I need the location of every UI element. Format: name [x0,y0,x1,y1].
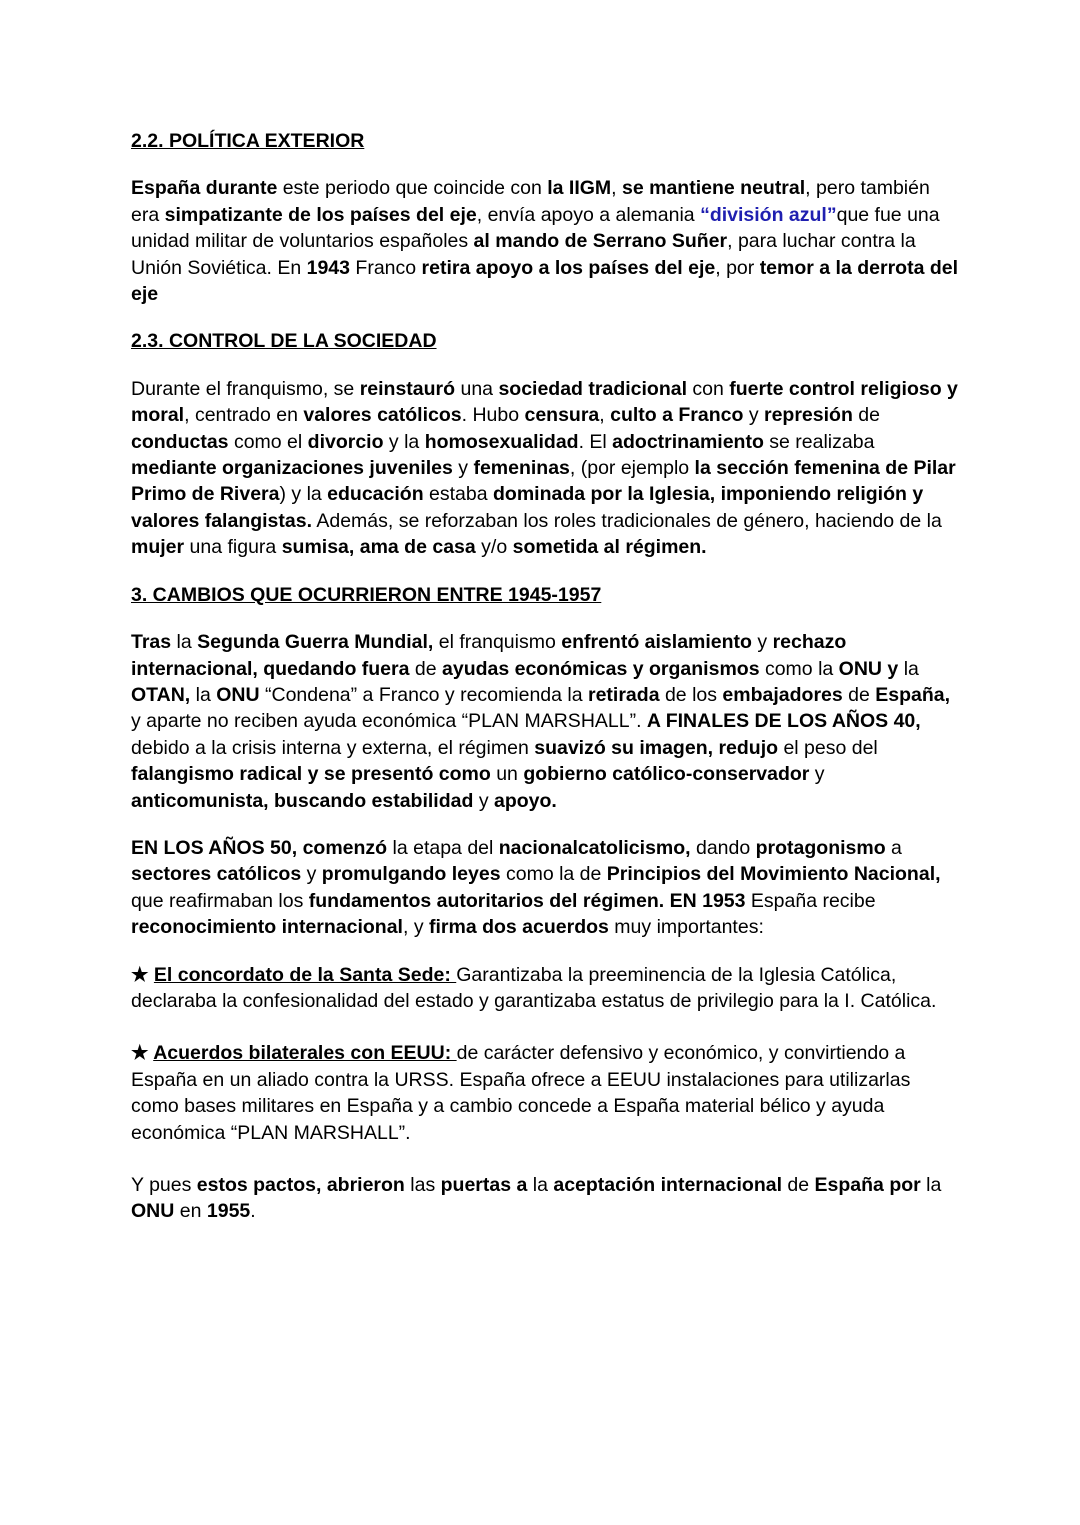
text-run: el peso del [778,736,878,759]
star-icon: ★ [131,1042,154,1065]
text-run: y [809,763,825,786]
text-run: la etapa del [387,836,499,859]
text-run: y la [383,430,425,453]
text-run: femeninas [473,457,570,480]
text-run: y [301,863,322,886]
text-run: ayudas económicas y organismos [442,657,760,680]
text-run: divorcio [307,430,384,453]
text-run: y [751,631,773,654]
text-run: se mantiene neutral [622,177,806,200]
text-run: la [898,657,919,680]
text-run: ONU y [838,657,899,680]
text-run: , pero también era [131,177,930,226]
text-run: apoyo. [494,789,557,812]
text-run: las [404,1174,441,1196]
star-icon: ★ [131,963,154,986]
text-run: Durante el franquismo, se [131,377,360,400]
text-run: sumisa, [281,536,355,559]
text-run: de [409,657,442,680]
text-run: España recibe [745,889,876,912]
text-run: como el [228,430,308,453]
text-run: Acuerdos bilaterales con EEUU: [153,1042,457,1065]
text-run: Segunda Guerra Mundial, [197,631,434,654]
text-run: de los [659,683,723,706]
text-run: ONU [131,1200,175,1223]
text-run: OTAN, [131,683,191,706]
text-run: A FINALES DE LOS AÑOS 40, [646,710,921,733]
text-run: a [885,836,902,859]
text-run: la [190,683,217,706]
text-run: ) y la [279,483,328,506]
text-run: como la de [500,863,607,886]
text-run: puertas a [440,1174,528,1196]
text-run: al mando de Serrano Suñer [473,230,728,253]
text-run: temor a la derrota del eje [131,256,959,306]
text-run: dominada por la Iglesia, imponiendo religión y valores falangistas. [131,483,924,532]
text-run: sometida al régimen. [512,536,707,559]
text-run: nacionalcatolicismo, [498,836,691,859]
text-run: dando [690,836,756,859]
text-run: con [687,377,730,400]
text-run: estaba [423,483,494,506]
paragraph [131,175,961,307]
section-heading: 3. CAMBIOS QUE OCURRIERON ENTRE 1945-1957 [131,583,602,606]
paragraph [131,962,961,1015]
text-run: fundamentos autoritarios del régimen. EN 1953 [308,889,746,912]
text-run: España por [814,1174,921,1196]
paragraph [131,629,961,814]
section-heading: 2.3. CONTROL DE LA SOCIEDAD [131,330,437,353]
text-run: “Condena” a Franco y recomienda la [259,683,588,706]
text-run: , envía apoyo a alemania [476,203,701,226]
text-run: se realizaba [763,430,875,453]
text-run: enfrentó aislamiento [561,631,752,654]
text-run: gobierno católico-conservador [523,763,810,786]
text-run: mujer [131,536,185,559]
text-run: la [527,1174,554,1196]
text-run: , por [715,256,760,279]
text-run: una [455,377,499,400]
text-run: de [852,404,880,427]
text-run: EN LOS AÑOS 50, comenzó [131,836,388,859]
text-run: simpatizante de los países del eje [164,203,477,226]
text-run: estos pactos, abrieron [196,1174,405,1196]
text-run: este periodo que coincide con [277,177,548,200]
text-run: y aparte no reciben ayuda económica “PLAN MARSHALL”. [131,710,647,733]
text-run: represión [764,404,853,427]
text-run: ama de casa [359,536,476,559]
text-run: y/o [475,536,513,559]
text-run: de [782,1174,815,1196]
text-run: como la [759,657,839,680]
text-run: un [490,763,524,786]
text-run: “división azul” [700,203,837,226]
text-run: promulgando leyes [321,863,501,886]
text-run: Y pues [131,1174,197,1196]
text-run: , (por ejemplo [569,457,695,480]
text-run: Franco [350,256,422,279]
text-run: ONU [216,683,260,706]
text-run: de [842,683,876,706]
text-run: culto a Franco [610,404,744,427]
text-run: protagonismo [755,836,886,859]
text-run: Además, se reforzaban los roles tradicionales de género, haciendo de la [312,509,942,532]
text-run: la sección femenina de Pilar Primo de Rivera [131,457,956,506]
text-run: aceptación internacional [553,1174,782,1196]
text-run: . Hubo [461,404,525,427]
text-run: en [174,1200,207,1223]
text-run: y [452,457,474,480]
text-run: la IIGM [547,177,612,200]
text-run: muy importantes: [608,916,764,939]
text-run: la [920,1174,942,1196]
text-run: que reafirmaban los [131,889,309,912]
text-run: reinstauró [359,377,456,400]
text-run: una figura [184,536,282,559]
text-run: suavizó su imagen, redujo [534,736,779,759]
section-heading: 2.2. POLÍTICA EXTERIOR [131,130,365,152]
text-run: conductas [131,430,229,453]
text-run: Tras [131,631,172,654]
text-run: el franquismo [433,631,562,654]
text-run: España durante [131,177,278,200]
paragraph [131,376,961,561]
paragraph [131,1172,961,1225]
text-run: embajadores [722,683,843,706]
text-run: censura [524,404,600,427]
text-run: España, [875,683,951,706]
text-run: sociedad tradicional [498,377,687,400]
text-run: , [599,404,611,427]
text-run: , y [402,916,429,939]
text-run: Principios del Movimiento Nacional, [606,863,941,886]
text-run: firma dos acuerdos [429,916,609,939]
text-run: educación [327,483,424,506]
text-run: fuerte control religioso y moral [131,377,958,427]
text-run: retirada [588,683,660,706]
text-run: , [611,177,623,200]
text-run: , para luchar contra la Unión Soviética. En [131,230,916,279]
text-run: Garantizaba la preeminencia de la Iglesia Católica, declaraba la confesionalidad del estado y garantizaba estatus de privilegio para la I. Católica. [131,963,937,1012]
text-run: valores católicos [303,404,462,427]
text-run: . [250,1200,256,1223]
text-run: la [171,631,198,654]
text-run: mediante organizaciones juveniles [131,457,453,480]
text-run: 1943 [306,256,350,279]
text-run: , centrado en [184,404,304,427]
text-run: anticomunista, buscando estabilidad [131,789,474,812]
paragraph [131,835,961,941]
text-run: El concordato de la Santa Sede: [153,963,457,986]
text-run: reconocimiento internacional [131,916,403,939]
text-run: homosexualidad [424,430,579,453]
text-run: debido a la crisis interna y externa, el régimen [131,736,535,759]
text-run: rechazo internacional, quedando fuera [131,631,847,680]
text-run: y [473,789,494,812]
text-run: que fue una unidad militar de voluntarios españoles [131,203,940,253]
text-run: sectores católicos [131,863,302,886]
text-run: falangismo radical y se presentó como [131,763,491,786]
text-run: retira apoyo a los países del eje [421,256,716,279]
text-run: . El [578,430,613,453]
text-run: adoctrinamiento [612,430,764,453]
paragraph [131,1040,961,1146]
text-run: de carácter defensivo y económico, y convirtiendo a España en un aliado contra la URSS. España ofrece a EEUU instalaciones para utilizarlas como bases militares en España y a cambio concede a España material bélico y ayuda económica “PLAN MARSHALL”. [131,1042,911,1144]
text-run: 1955 [206,1200,251,1223]
text-run: y [743,404,764,427]
document-page [131,128,961,1246]
